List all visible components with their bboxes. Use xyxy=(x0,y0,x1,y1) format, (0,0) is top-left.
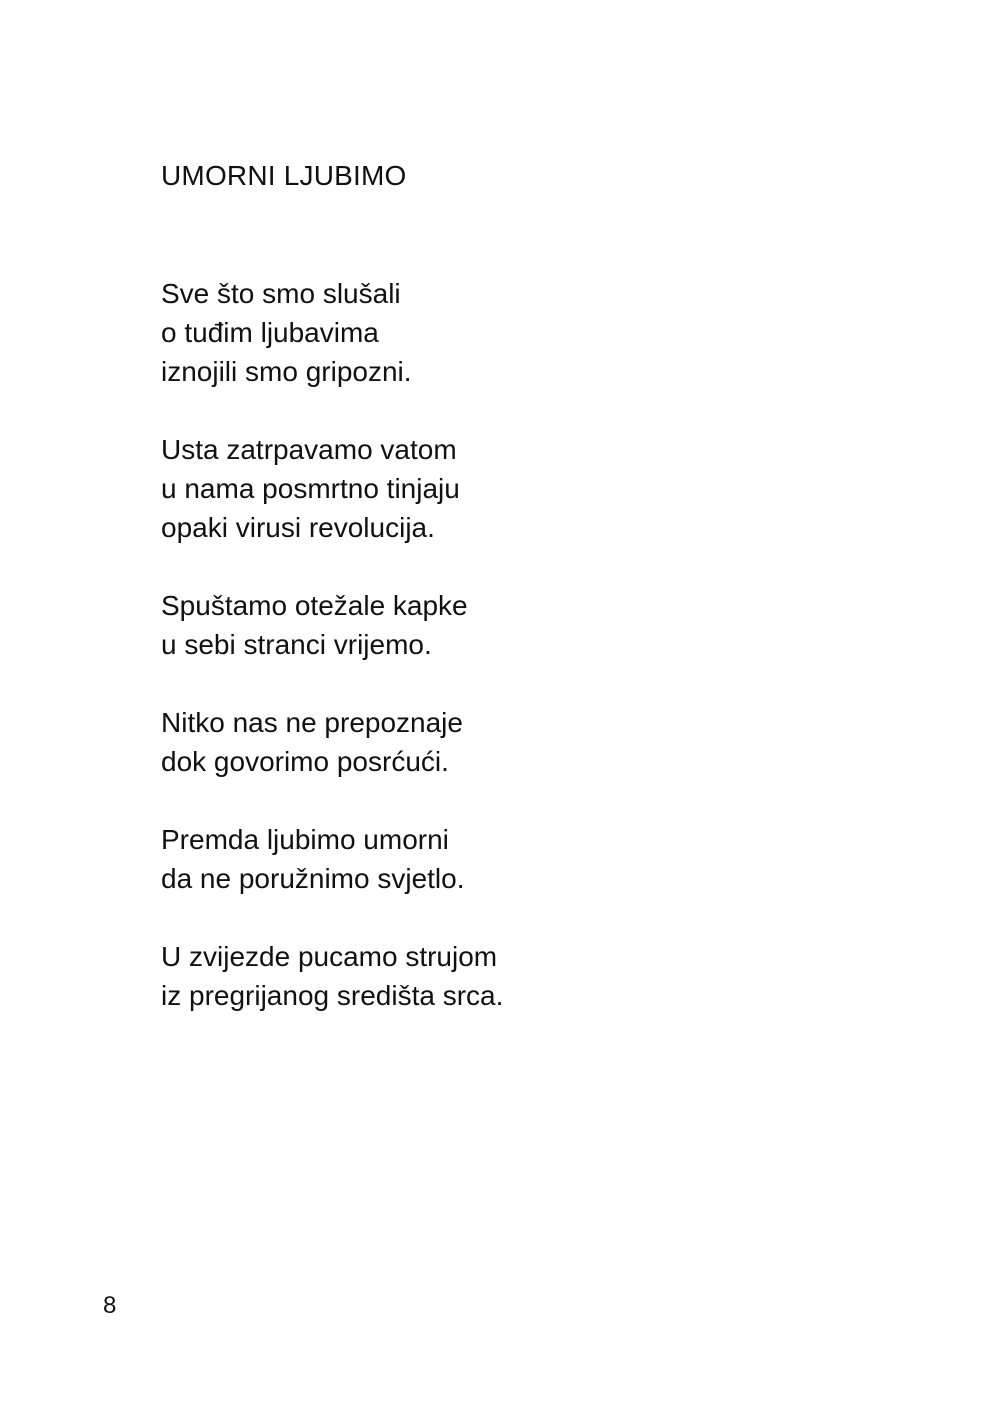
poem-line: dok govorimo posrćući. xyxy=(161,746,449,777)
stanza xyxy=(161,274,861,391)
poem-line: U zvijezde pucamo strujom xyxy=(161,941,498,972)
poem-line: o tuđim ljubavima xyxy=(161,317,379,348)
poem-line: iz pregrijanog središta srca. xyxy=(161,980,504,1011)
stanza xyxy=(161,937,861,1015)
stanza xyxy=(161,820,861,898)
poem-line: Premda ljubimo umorni xyxy=(161,824,449,855)
poem-line: Spuštamo otežale kapke xyxy=(161,590,468,621)
poem-line: iznojili smo gripozni. xyxy=(161,356,412,387)
stanza xyxy=(161,430,861,547)
poem-line: opaki virusi revolucija. xyxy=(161,512,435,543)
poem-body xyxy=(161,274,861,1054)
poem-title: UMORNI LJUBIMO xyxy=(161,160,407,191)
poem-line: u sebi stranci vrijemo. xyxy=(161,629,432,660)
stanza xyxy=(161,703,861,781)
page-number: 8 xyxy=(103,1292,117,1319)
poem-line: Sve što smo slušali xyxy=(161,278,401,309)
poem-line: Usta zatrpavamo vatom xyxy=(161,434,457,465)
poem-line: u nama posmrtno tinjaju xyxy=(161,473,460,504)
poem-line: da ne poružnimo svjetlo. xyxy=(161,863,465,894)
stanza xyxy=(161,586,861,664)
poem-line: Nitko nas ne prepoznaje xyxy=(161,707,463,738)
